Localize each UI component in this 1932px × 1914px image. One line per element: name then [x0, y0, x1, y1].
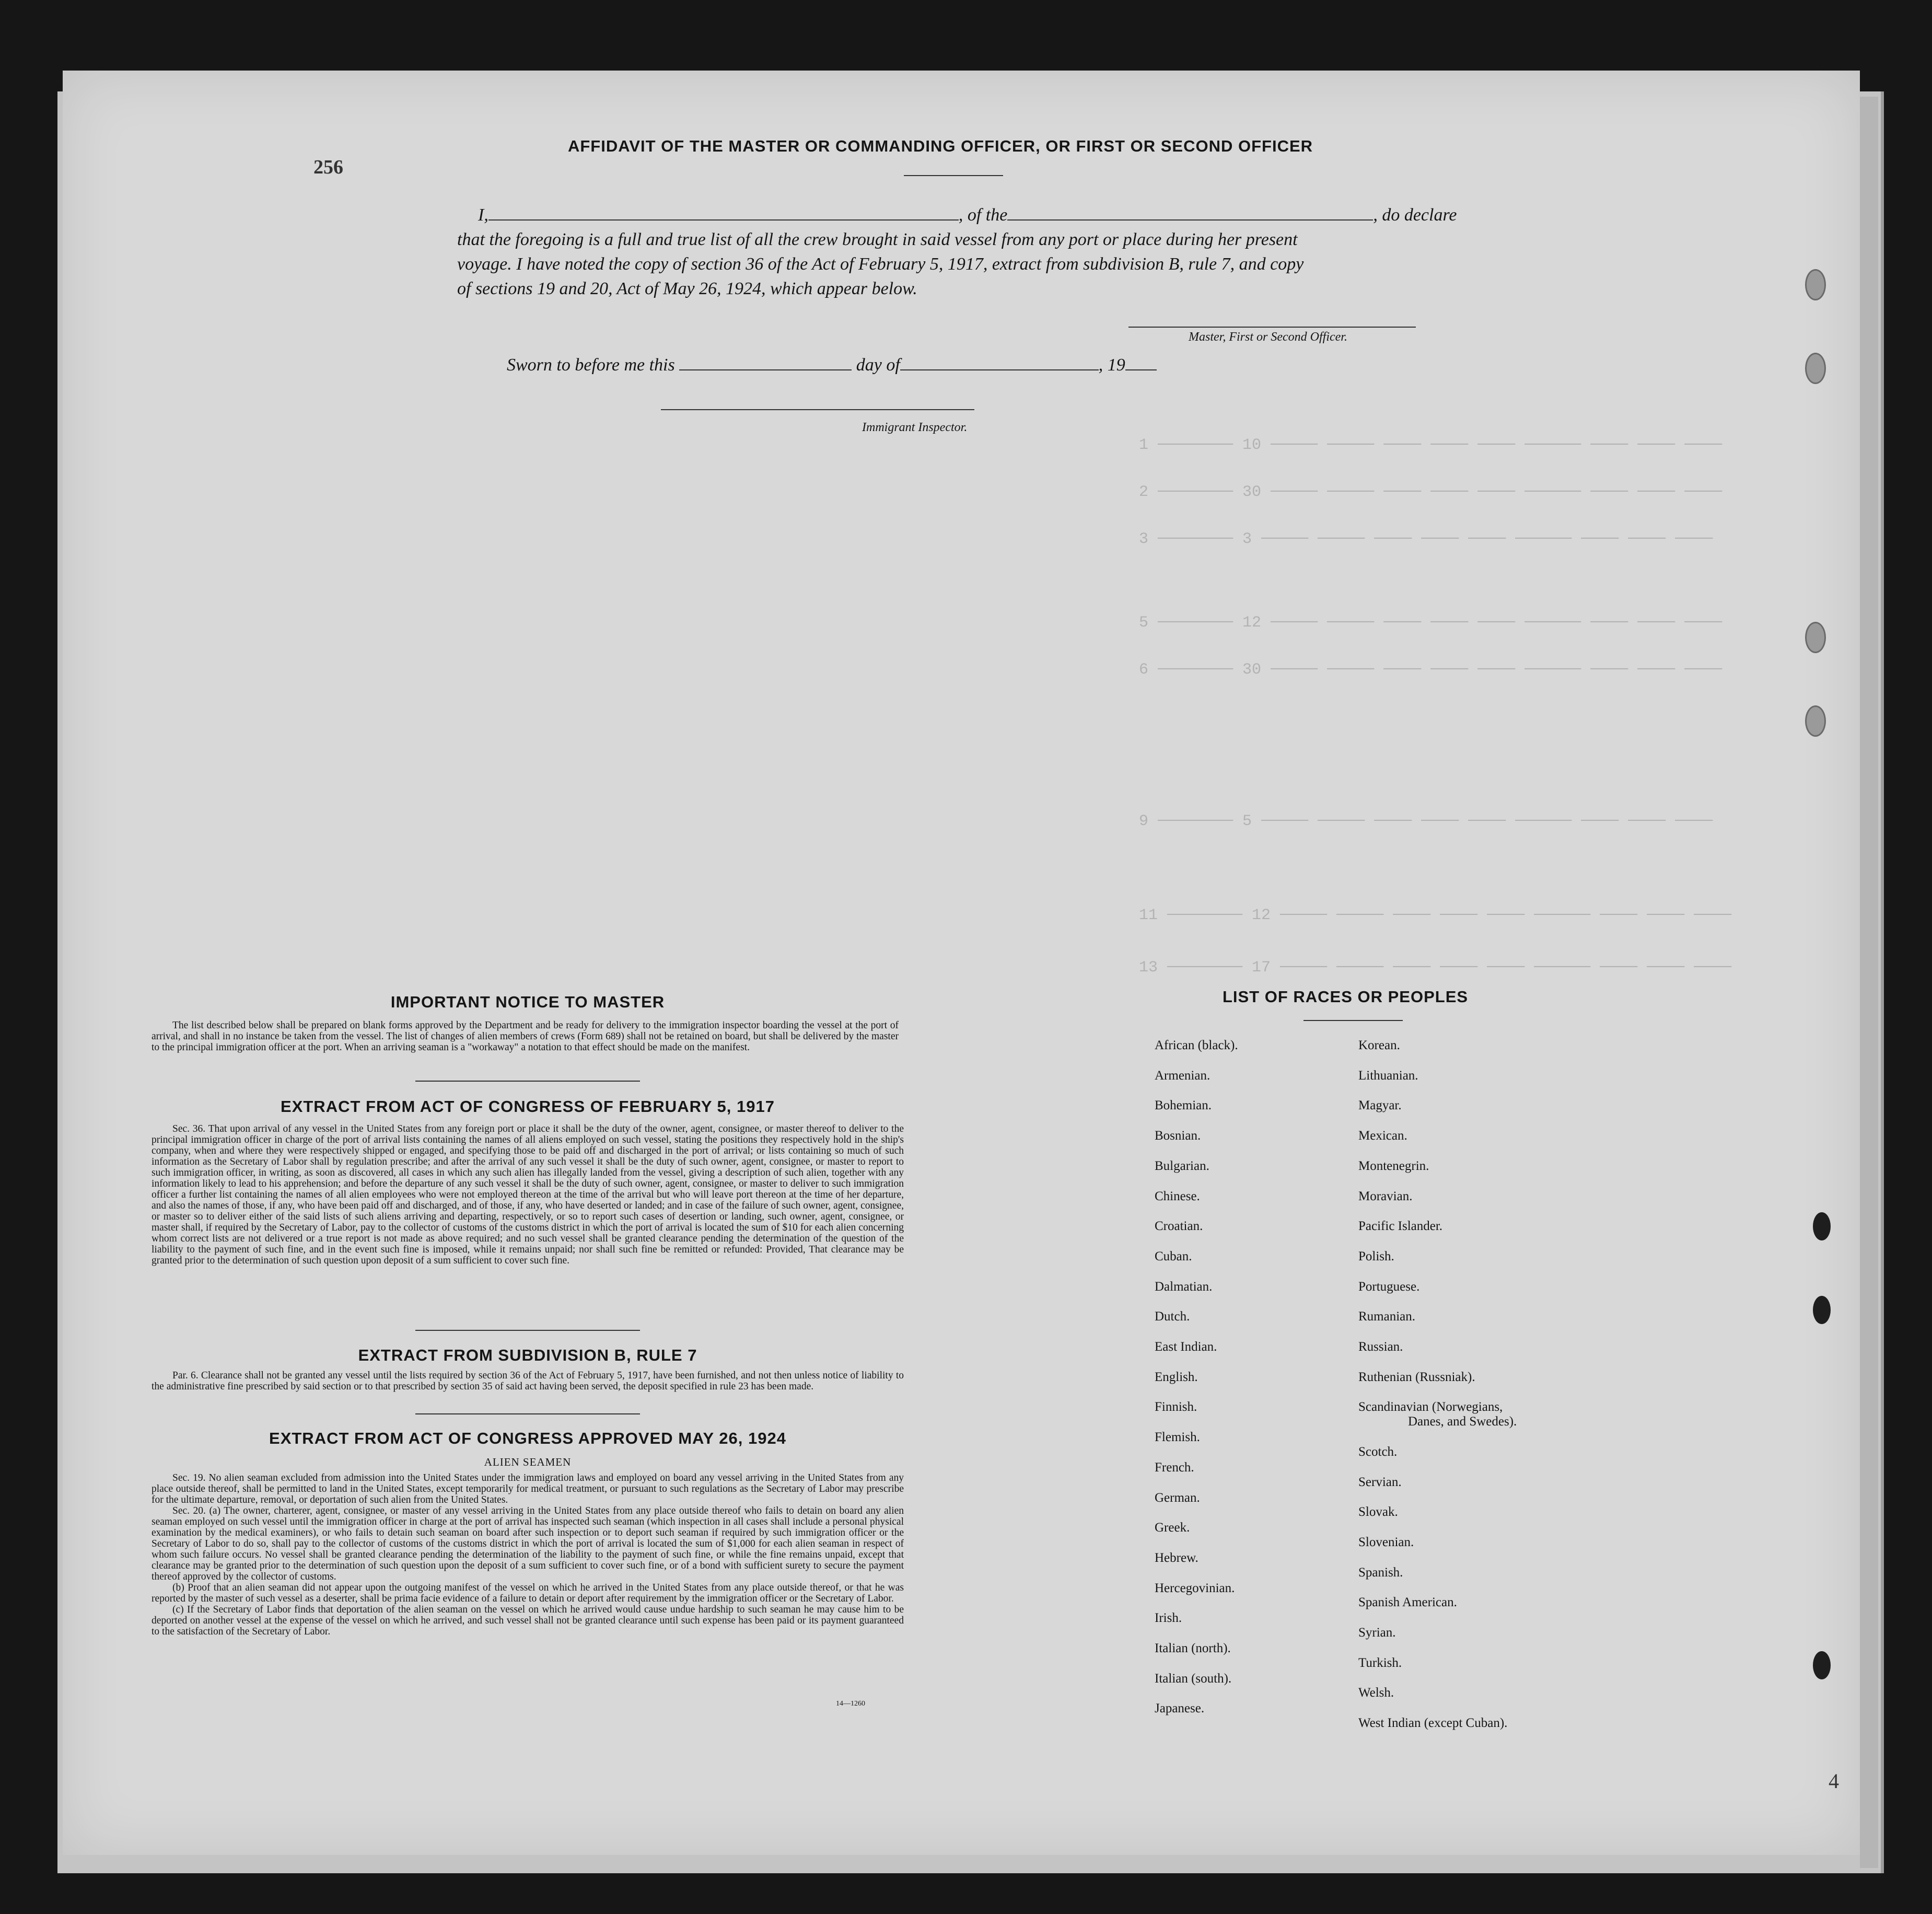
affidavit-line-2: that the foregoing is a full and true list of all the crew brought in said vessel from any port or place during her present — [457, 230, 1298, 249]
race-item: Lithuanian. — [1358, 1068, 1418, 1083]
divider — [415, 1330, 640, 1331]
bleed-through: 11 ──────── 12 ───── ───── ──── ──── ──── ────── ──── ──── ──── — [1139, 907, 1732, 924]
race-item: East Indian. — [1155, 1340, 1217, 1354]
extract-1924-title: EXTRACT FROM ACT OF CONGRESS APPROVED MAY 26, 1924 — [269, 1429, 786, 1447]
sec-19: Sec. 19. No alien seaman excluded from admission into the United States under the immigration laws and employed on board any vessel arriving in the United States from any place outside thereof, shall be permitted to land in the United States, except temporarily for medical treatment, or pursuant to such regulations as the Secretary of Labor may prescribe for the ultimate departure, removal, or deportation of such alien from the United States. — [152, 1472, 904, 1505]
extract-1917-text: Sec. 36. That upon arrival of any vessel in the United States from any foreign port or place it shall be the duty of the owner, agent, consignee, or master thereof to deliver to the principal immigration officer in charge of the port of arrival lists containing the names of all aliens employed on such vessel, stating the positions they respectively hold in the ship's company, when and where they were respectively shipped or engaged, and specifying those to be paid off and discharged in the port of arrival; or lists containing so much of such information as the Secretary of Labor shall by regulation prescribe; and after the arrival of any such vessel it shall be the duty of such owner, agent, consignee, or master to report to such immigration officer, in writing, as soon as discovered, all cases in which any such alien has illegally landed from the vessel, giving a description of such alien, together with any information likely to lead to his apprehension; and before the departure of any such vessel it shall be the duty of such owner, agent, consignee, or master to deliver to such immigration officer a further list containing the names of all alien employees who were not employed thereon at the time of the arrival but who will leave port thereon at the time of her departure, and also the names of those, if any, who have been paid off and discharged, and of those, if any, who have deserted or landed; and in case of the failure of such owner, agent, consignee, or master so to deliver either of the said lists of such aliens arriving and departing, respectively, or so to report such cases of desertion or landing, such owner, agent, consignee, or master shall, if required by the Secretary of Labor, pay to the collector of customs of the customs district in which the port of arrival is located the sum of $10 for each alien concerning whom correct lists are not delivered or a true report is not made as above required; and no such vessel shall be granted clearance pending the determination of the question of the liability to the payment of such fine, and in the event such fine is imposed, while it remains unpaid; nor shall such fine be remitted or refunded: Provided, That clearance may be granted prior to the determination of such question upon deposit of a sum sufficient to cover such fine. — [152, 1123, 904, 1266]
signature-line-inspector[interactable] — [661, 409, 974, 410]
races-right-column — [1358, 1030, 1517, 1738]
races-underline — [1303, 1020, 1403, 1021]
binder-hole — [1813, 1651, 1831, 1679]
stamp-number: 256 — [313, 156, 343, 178]
title-underline — [904, 175, 1003, 176]
race-item: French. — [1155, 1460, 1194, 1475]
race-item: Dalmatian. — [1155, 1279, 1213, 1294]
race-item: Bosnian. — [1155, 1129, 1201, 1143]
race-item: Servian. — [1358, 1475, 1402, 1489]
corner-mark: 4 — [1829, 1769, 1839, 1793]
race-item: Spanish American. — [1358, 1595, 1457, 1610]
race-item: Syrian. — [1358, 1626, 1396, 1640]
affidavit-title: AFFIDAVIT OF THE MASTER OR COMMANDING OFFICER, OR FIRST OR SECOND OFFICER — [567, 137, 1313, 155]
race-item: Bulgarian. — [1155, 1158, 1209, 1173]
binder-hole — [1813, 1212, 1831, 1240]
race-item: Magyar. — [1358, 1098, 1402, 1113]
race-item: Danes, and Swedes). — [1408, 1414, 1517, 1429]
binder-hole — [1813, 1296, 1831, 1324]
bleed-through: 1 ──────── 10 ───── ───── ──── ──── ──── ────── ──── ──── ──── — [1139, 436, 1722, 454]
bleed-through: 6 ──────── 30 ───── ───── ──── ──── ──── ────── ──── ──── ──── — [1139, 661, 1722, 679]
master-caption: Master, First or Second Officer. — [1189, 330, 1347, 344]
notice-text: The list described below shall be prepared on blank forms approved by the Department and be ready for delivery to the immigration inspector boarding the vessel at the port of arrival, and shall in no instance be taken from the vessel. The list of changes of alien members of crews (Form 689) shall not be retained on board, but shall be delivered by the master to the principal immigration officer at the port. When an arriving seaman is a "workaway" a notation to that effect should be made on the manifest. — [152, 1020, 899, 1053]
bleed-through: 5 ──────── 12 ───── ───── ──── ──── ──── ────── ──── ──── ──── — [1139, 614, 1722, 632]
bleed-through: 3 ──────── 3 ───── ───── ──── ──── ──── ────── ──── ──── ──── — [1139, 530, 1713, 548]
race-item: Dutch. — [1155, 1309, 1190, 1324]
binder-hole — [1805, 622, 1826, 653]
race-item: Finnish. — [1155, 1400, 1197, 1414]
bleed-through: 13 ──────── 17 ───── ───── ──── ──── ──── ────── ──── ──── ──── — [1139, 959, 1732, 977]
race-item: Ruthenian (Russniak). — [1358, 1370, 1475, 1384]
race-item: Croatian. — [1155, 1219, 1203, 1234]
race-item: Scotch. — [1358, 1444, 1398, 1459]
rule-7-title: EXTRACT FROM SUBDIVISION B, RULE 7 — [358, 1346, 697, 1364]
race-item: Polish. — [1358, 1249, 1394, 1263]
race-item: Welsh. — [1358, 1686, 1394, 1700]
binder-hole — [1805, 353, 1826, 384]
page-edge — [1860, 97, 1878, 1868]
race-item: Portuguese. — [1358, 1279, 1420, 1294]
race-item: Moravian. — [1358, 1189, 1413, 1203]
affidavit-line-4: of sections 19 and 20, Act of May 26, 1924, which appear below. — [457, 279, 917, 298]
race-item: Hercegovinian. — [1155, 1581, 1235, 1595]
race-item: African (black). — [1155, 1038, 1238, 1052]
races-title: LIST OF RACES OR PEOPLES — [1222, 988, 1469, 1006]
race-item: Italian (south). — [1155, 1671, 1232, 1686]
race-item: West Indian (except Cuban). — [1358, 1716, 1508, 1731]
race-item: Hebrew. — [1155, 1550, 1198, 1565]
sec-20a: Sec. 20. (a) The owner, charterer, agent, consignee, or master of any vessel arriving in the United States from any place outside thereof who fails to detain on board any alien seaman employed on such vessel until the immigration officer in charge at the port of arrival has inspected such seaman (which inspection in all cases shall include a personal physical examination by the medical examiners), or who fails to detain such seaman on board after such inspection or to deport such seaman if required by such immigration officer or the Secretary of Labor to do so, shall pay to the collector of customs of the customs district in which the port of arrival is located the sum of $1,000 for each alien seaman in respect of whom such failure occurs. No vessel shall be granted clearance pending the determination of the liability to the payment of such fine, or while the fine remains unpaid, except that clearance may be granted prior to the determination of such question upon the deposit of a sum sufficient to cover such fine, or of a bond with sufficient surety to secure the payment thereof approved by the collector of customs. — [152, 1505, 904, 1582]
race-item: Scandinavian (Norwegians, — [1358, 1400, 1503, 1414]
signature-line-master[interactable] — [1128, 327, 1416, 328]
race-item: Russian. — [1358, 1340, 1403, 1354]
race-item: Armenian. — [1155, 1068, 1211, 1083]
race-item: Mexican. — [1358, 1129, 1407, 1143]
binder-hole — [1805, 269, 1826, 300]
alien-seamen-subtitle: ALIEN SEAMEN — [484, 1456, 572, 1468]
extract-1924-text — [152, 1472, 904, 1637]
bleed-through: 2 ──────── 30 ───── ───── ──── ──── ──── ────── ──── ──── ──── — [1139, 483, 1722, 501]
race-item: Italian (north). — [1155, 1641, 1231, 1656]
race-item: Pacific Islander. — [1358, 1219, 1443, 1234]
form-number: 14—1260 — [836, 1700, 865, 1708]
race-item: Cuban. — [1155, 1249, 1192, 1263]
race-item: Turkish. — [1358, 1655, 1402, 1670]
sec-20c: (c) If the Secretary of Labor finds that deportation of the alien seaman on the vessel on which he arrived would cause undue hardship to such seaman he may cause him to be deported on another vessel at the expense of the vessel on which he arrived, and such vessel shall not be granted clearance until such expense has been paid or its payment guaranteed to the satisfaction of the Secretary of Labor. — [152, 1604, 904, 1637]
race-item: Japanese. — [1155, 1701, 1205, 1716]
bleed-through: 9 ──────── 5 ───── ───── ──── ──── ──── ────── ──── ──── ──── — [1139, 813, 1713, 830]
race-item: Slovak. — [1358, 1505, 1398, 1519]
race-item: Flemish. — [1155, 1430, 1200, 1445]
race-item: Bohemian. — [1155, 1098, 1212, 1113]
rule-7-text: Par. 6. Clearance shall not be granted any vessel until the lists required by section 36 of the Act of February 5, 1917, have been furnished, and not then unless notice of liability to the administrative fine prescribed by said section or to that prescribed by section 35 of said act having been served, the deposit specified in rule 23 has been made. — [152, 1370, 904, 1392]
sec-20b: (b) Proof that an alien seaman did not appear upon the outgoing manifest of the vessel on which he arrived in the United States from any place outside thereof, or that he was reported by the master of such vessel as a deserter, shall be prima facie evidence of a failure to detain or deport after requirement by the immigration officer or the Secretary of Labor. — [152, 1582, 904, 1604]
notice-title: IMPORTANT NOTICE TO MASTER — [390, 993, 665, 1011]
divider — [415, 1413, 640, 1414]
race-item: Slovenian. — [1358, 1535, 1414, 1549]
race-item: Chinese. — [1155, 1189, 1200, 1203]
race-item: Montenegrin. — [1358, 1158, 1429, 1173]
sworn-line: Sworn to before me this day of , 19 — [507, 353, 1157, 378]
affidavit-line-1: I, , of the , do declare — [478, 205, 1457, 225]
race-item: Irish. — [1155, 1611, 1182, 1626]
race-item: Spanish. — [1358, 1565, 1403, 1580]
binder-hole — [1805, 705, 1826, 737]
divider — [415, 1081, 640, 1082]
race-item: English. — [1155, 1370, 1198, 1384]
extract-1917-title: EXTRACT FROM ACT OF CONGRESS OF FEBRUARY 5, 1917 — [281, 1097, 775, 1116]
race-item: German. — [1155, 1490, 1200, 1505]
race-item: Greek. — [1155, 1521, 1190, 1535]
race-item: Korean. — [1358, 1038, 1400, 1052]
affidavit-line-3: voyage. I have noted the copy of section 36 of the Act of February 5, 1917, extract from subdivision B, rule 7, and copy — [457, 254, 1304, 274]
inspector-caption: Immigrant Inspector. — [862, 421, 968, 434]
race-item: Rumanian. — [1358, 1309, 1416, 1324]
races-left-column — [1155, 1030, 1238, 1724]
